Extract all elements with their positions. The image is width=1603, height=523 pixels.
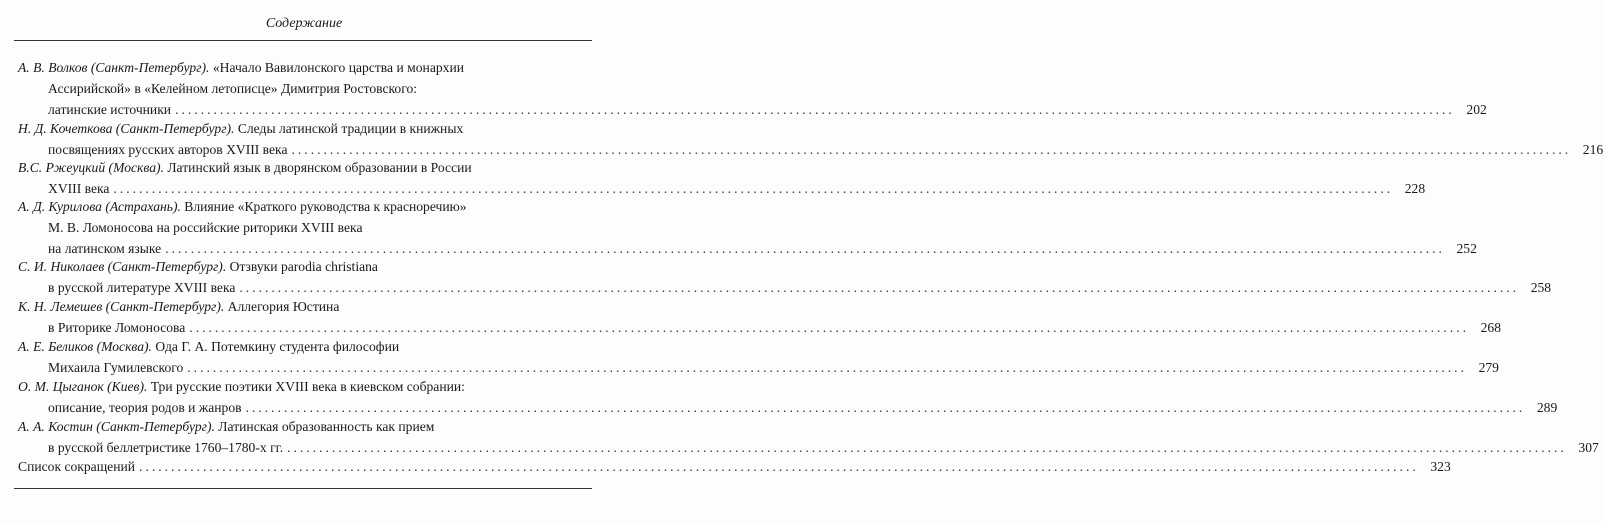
toc-entry-text (48, 99, 171, 120)
toc-entry-line (18, 376, 588, 397)
dot-leader: ........................................................................................................................................................................................................ (113, 181, 1394, 196)
toc-entry (18, 376, 1558, 418)
toc-entry-line (18, 456, 1451, 477)
toc-entry-title-part: Отзвуки parodia christiana (226, 259, 378, 274)
toc-entry-author: Н. Д. Кочеткова (Санкт-Петербург). (18, 121, 235, 136)
toc-entry (18, 196, 1477, 259)
toc-entry-title-part: описание, теория родов и жанров (48, 400, 242, 415)
toc-entry-title-part: М. В. Ломоносова на российские риторики XVIII века (48, 220, 363, 235)
toc-entry (18, 157, 1426, 199)
toc-entry-page: 258 (1530, 280, 1552, 295)
toc-entry-text (48, 437, 283, 458)
toc-entry-line (18, 277, 1552, 298)
toc-entry-line (18, 437, 1599, 458)
toc-entry-page: 202 (1466, 102, 1487, 117)
dot-leader: ........................................................................................................................................................................................................ (139, 459, 1419, 474)
footer-rule (14, 488, 592, 489)
toc-entry-title-part: Три русские поэтики XVIII века в киевском собрании: (147, 379, 465, 394)
toc-entry-title-part: Влияние «Краткого руководства к красноречию» (180, 199, 467, 214)
toc-entry-title-part: Ассирийской» в «Келейном летописце» Димитрия Ростовского: (48, 81, 418, 96)
dot-leader: ........................................................................................................................................................................................................ (165, 241, 1445, 256)
toc-entry-author: А. Е. Беликов (Москва). (18, 339, 152, 354)
toc-entry-author: А. А. Костин (Санкт-Петербург). (18, 419, 215, 434)
dot-leader: ........................................................................................................................................................................................................ (189, 320, 1469, 335)
toc-entry-line (18, 397, 1558, 418)
toc-entry-title-part: «Начало Вавилонского царства и монархии (209, 60, 465, 75)
toc-entry-text (48, 317, 185, 338)
toc-entry-abbreviations (18, 456, 1451, 477)
toc-entry-author: А. В. Волков (Санкт-Петербург). (18, 60, 210, 75)
toc-entry-line (18, 296, 588, 317)
toc-entry-title-part: Аллегория Юстина (224, 299, 340, 314)
toc-entry-line (18, 336, 588, 357)
dot-leader: ........................................................................................................................................................................................................ (239, 280, 1520, 295)
toc-entry (18, 118, 1603, 160)
header-rule (14, 40, 592, 41)
toc-entry-page: 228 (1404, 181, 1426, 196)
toc-entry-line (18, 217, 588, 238)
dot-leader: ........................................................................................................................................................................................................ (187, 360, 1467, 375)
toc-entry-line (18, 118, 588, 139)
dot-leader: ........................................................................................................................................................................................................ (287, 440, 1567, 455)
toc-entry-page: 216 (1582, 142, 1603, 157)
toc-entry-line (18, 78, 588, 99)
toc-entry-page: 307 (1578, 440, 1599, 455)
toc-entry-title-part: в Риторике Ломоносова (48, 320, 186, 335)
toc-entry-author: С. И. Николаев (Санкт-Петербург). (18, 259, 227, 274)
toc-entry-title-part: Михаила Гумилевского (48, 360, 184, 375)
toc-entry-author: К. Н. Лемешев (Санкт-Петербург). (18, 299, 225, 314)
toc-entry-line (18, 57, 588, 78)
toc-entry-line (18, 357, 1499, 378)
toc-entry (18, 296, 1501, 338)
toc-entry-line (18, 317, 1501, 338)
toc-entry-page: 289 (1536, 400, 1558, 415)
toc-entry (18, 57, 1487, 120)
toc-entry-author: О. М. Цыганок (Киев). (18, 379, 148, 394)
toc-entry-title-part: латинские источники (48, 102, 172, 117)
toc-entry-page: 279 (1478, 360, 1499, 375)
toc-entry-page: 268 (1480, 320, 1501, 335)
toc-entry-line (18, 416, 588, 437)
dot-leader: ........................................................................................................................................................................................................ (245, 400, 1526, 415)
toc-entry-text: Список сокращений (18, 459, 136, 474)
toc-entry (18, 336, 1499, 378)
toc-entry-page: 323 (1430, 459, 1451, 474)
toc-entry-author: В.С. Ржеуцкий (Москва). (18, 160, 164, 175)
toc-entry-line (18, 196, 588, 217)
toc-entry-author: А. Д. Курилова (Астрахань). (18, 199, 181, 214)
dot-leader: ........................................................................................................................................................................................................ (291, 142, 1572, 157)
toc-entry-title-part: в русской беллетристике 1760–1780-х гг. (48, 440, 284, 455)
toc-entry-title-part: Латинская образованность как прием (214, 419, 435, 434)
toc-entry-page: 252 (1456, 241, 1477, 256)
toc-entry-line (18, 256, 588, 277)
toc-entry-text (48, 277, 235, 298)
page-header: Содержание (265, 16, 343, 31)
toc-entry-title-part: Следы латинской традиции в книжных (234, 121, 464, 136)
toc-entry-text (48, 357, 183, 378)
toc-entry-title-part: на латинском языке (48, 241, 162, 256)
toc-entry-text (48, 397, 242, 418)
toc-entry (18, 256, 1552, 298)
toc-entry-line (18, 157, 588, 178)
toc-entry-title-part: Ода Г. А. Потемкину студента философии (151, 339, 400, 354)
toc-entry-title-part: XVIII века (48, 181, 110, 196)
toc-entry-title-part: Латинский язык в дворянском образовании в России (163, 160, 472, 175)
toc-entry (18, 416, 1599, 458)
toc-entry-title-part: посвящениях русских авторов XVIII века (48, 142, 288, 157)
toc-entry-line (18, 99, 1487, 120)
dot-leader: ........................................................................................................................................................................................................ (175, 102, 1455, 117)
toc-entry-title-part: в русской литературе XVIII века (48, 280, 236, 295)
